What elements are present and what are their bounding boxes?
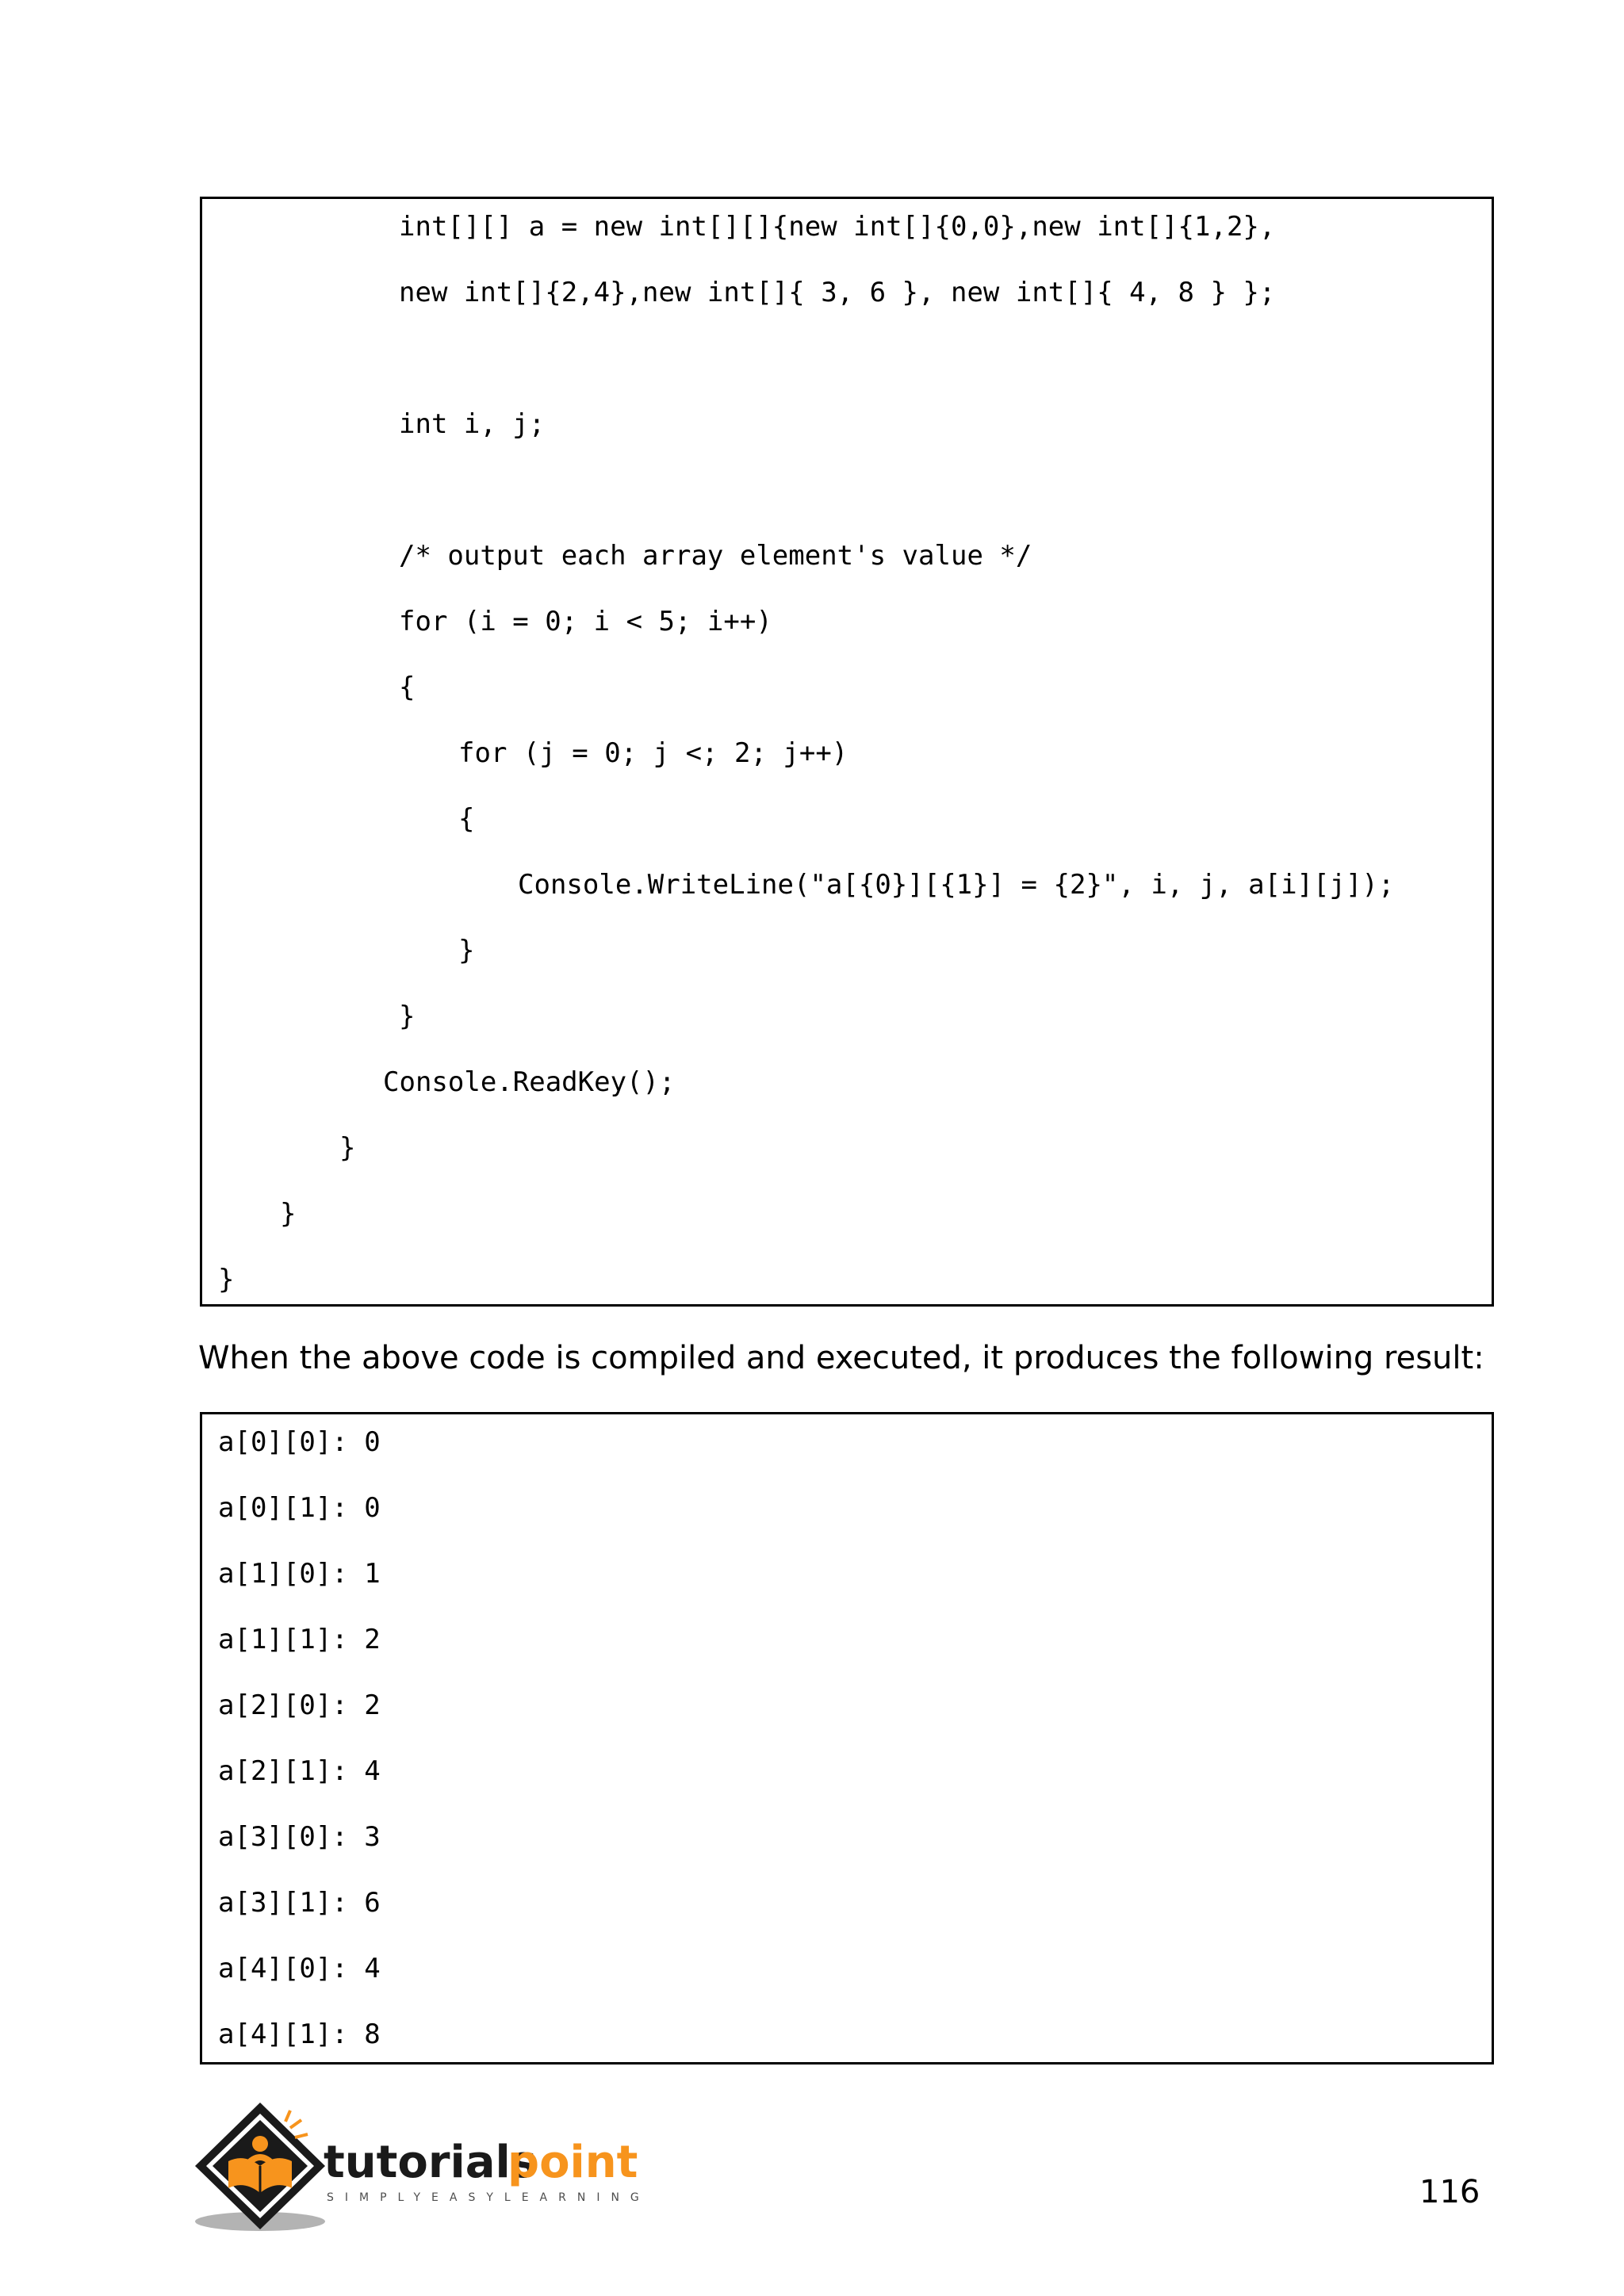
output-line: a[4][0]: 4 bbox=[218, 1953, 381, 1984]
code-line: Console.ReadKey(); bbox=[383, 1066, 676, 1098]
logo-wordmark-accent: point bbox=[508, 2137, 638, 2188]
code-line: for (i = 0; i < 5; i++) bbox=[399, 606, 772, 637]
code-line: for (j = 0; j <; 2; j++) bbox=[458, 737, 848, 769]
output-line: a[3][0]: 3 bbox=[218, 1821, 381, 1853]
code-line: } bbox=[218, 1264, 235, 1295]
code-line: { bbox=[458, 803, 475, 835]
code-line: } bbox=[280, 1198, 297, 1230]
output-line: a[3][1]: 6 bbox=[218, 1887, 381, 1919]
output-line: a[1][1]: 2 bbox=[218, 1624, 381, 1655]
code-line: /* output each array element's value */ bbox=[399, 540, 1032, 572]
logo-tagline: SIMPLYEASYLEARNING bbox=[327, 2191, 650, 2204]
code-line: Console.WriteLine("a[{0}][{1}] = {2}", i, j, a[i][j]); bbox=[518, 869, 1395, 901]
code-line: int[][] a = new int[][]{new int[]{0,0},new int[]{1,2}, bbox=[399, 211, 1276, 243]
result-description: When the above code is compiled and executed, it produces the following result: bbox=[198, 1340, 1484, 1376]
code-line: new int[]{2,4},new int[]{ 3, 6 }, new int[]{ 4, 8 } }; bbox=[399, 277, 1276, 308]
code-line: } bbox=[458, 935, 475, 966]
code-line: } bbox=[399, 1001, 416, 1032]
page-number: 116 bbox=[1419, 2174, 1480, 2210]
output-line: a[4][1]: 8 bbox=[218, 2019, 381, 2050]
output-line: a[0][1]: 0 bbox=[218, 1492, 381, 1524]
output-line: a[2][0]: 2 bbox=[218, 1689, 381, 1721]
output-line: a[1][0]: 1 bbox=[218, 1558, 381, 1590]
code-block bbox=[200, 197, 1494, 1307]
code-line: { bbox=[399, 672, 416, 703]
code-line: int i, j; bbox=[399, 408, 546, 440]
output-line: a[2][1]: 4 bbox=[218, 1755, 381, 1787]
code-line: } bbox=[339, 1132, 356, 1164]
tutorialspoint-logo bbox=[190, 2093, 650, 2236]
output-block bbox=[200, 1412, 1494, 2064]
logo-wordmark: tutorials bbox=[324, 2137, 538, 2188]
output-line: a[0][0]: 0 bbox=[218, 1426, 381, 1458]
